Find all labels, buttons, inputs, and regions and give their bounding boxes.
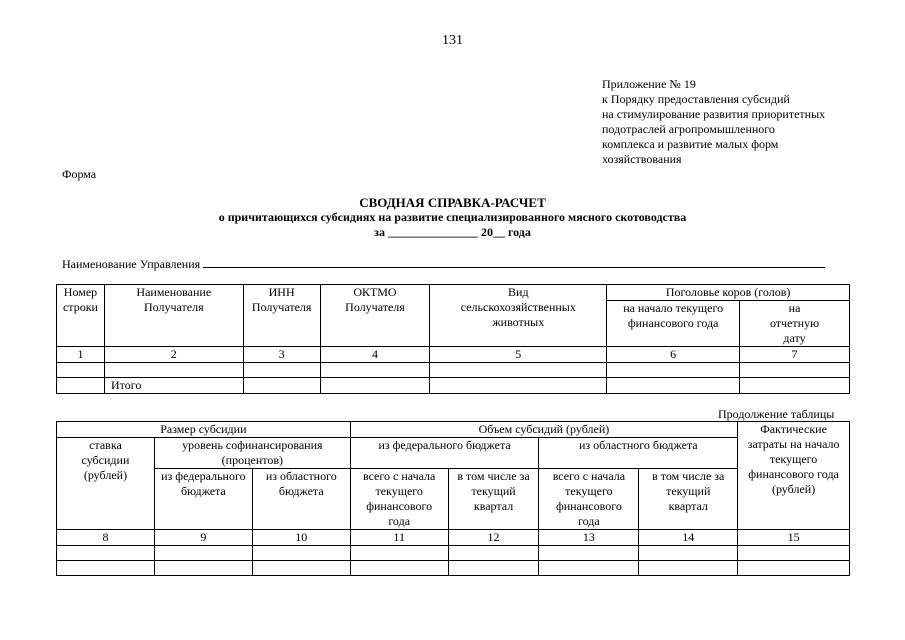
department-line bbox=[62, 256, 825, 272]
total-label: Итого bbox=[104, 378, 243, 394]
total-row bbox=[57, 378, 850, 394]
header-subsidy-volume: Объем субсидий (рублей) bbox=[350, 422, 737, 438]
appendix-line: к Порядку предоставления субсидий bbox=[602, 92, 790, 106]
header-federal-quarter: в том числе за текущий квартал bbox=[448, 469, 539, 530]
column-number: 3 bbox=[243, 347, 320, 363]
table-cell[interactable] bbox=[448, 561, 539, 576]
table-cell[interactable] bbox=[448, 546, 539, 561]
page-number: 131 bbox=[442, 33, 463, 48]
header-cofinancing: уровень софинансирования (процентов) bbox=[154, 438, 350, 469]
title-line-3: за _______________ 20__ года bbox=[374, 225, 531, 239]
column-number: 8 bbox=[57, 530, 155, 546]
column-number: 9 bbox=[154, 530, 252, 546]
table-row bbox=[57, 546, 850, 561]
appendix-line: Приложение № 19 bbox=[602, 77, 696, 91]
header-federal-total: всего с начала текущего финансового года bbox=[350, 469, 448, 530]
appendix-line: хозяйствования bbox=[602, 152, 682, 166]
table-cell[interactable] bbox=[740, 378, 850, 394]
table-cell[interactable] bbox=[104, 363, 243, 378]
table-cell bbox=[57, 378, 105, 394]
column-number: 12 bbox=[448, 530, 539, 546]
appendix-note bbox=[602, 77, 825, 167]
table-cell[interactable] bbox=[639, 561, 738, 576]
table-cell[interactable] bbox=[607, 363, 740, 378]
appendix-line: на стимулирование развития приоритетных bbox=[602, 107, 826, 121]
table-cell[interactable] bbox=[740, 363, 850, 378]
table-cell[interactable] bbox=[243, 363, 320, 378]
header-livestock-group: Поголовье коров (голов) bbox=[607, 285, 850, 301]
table-cell[interactable] bbox=[320, 378, 430, 394]
table-row bbox=[57, 363, 850, 378]
appendix-line: комплекса и развитие малых форм bbox=[602, 137, 779, 151]
header-livestock-start: на начало текущего финансового года bbox=[607, 301, 740, 347]
document-title bbox=[0, 195, 905, 240]
column-number: 11 bbox=[350, 530, 448, 546]
header-regional-quarter: в том числе за текущий квартал bbox=[639, 469, 738, 530]
department-label: Наименование Управления bbox=[62, 257, 201, 271]
table-cell[interactable] bbox=[539, 561, 639, 576]
column-number: 2 bbox=[104, 347, 243, 363]
column-number: 5 bbox=[430, 347, 607, 363]
column-number: 15 bbox=[738, 530, 850, 546]
table-cell[interactable] bbox=[57, 561, 155, 576]
header-cofin-regional: из областного бюджета bbox=[252, 469, 350, 530]
header-subsidy-size: Размер субсидии bbox=[57, 422, 351, 438]
header-oktmo: ОКТМО Получателя bbox=[320, 285, 430, 347]
table-cell[interactable] bbox=[430, 363, 607, 378]
table-cell[interactable] bbox=[57, 546, 155, 561]
table-cell[interactable] bbox=[738, 546, 850, 561]
table-cell[interactable] bbox=[154, 546, 252, 561]
header-regional-total: всего с начала текущего финансового года bbox=[539, 469, 639, 530]
header-rate: ставка субсидии (рублей) bbox=[57, 438, 155, 530]
title-line-1: СВОДНАЯ СПРАВКА-РАСЧЕТ bbox=[359, 195, 546, 210]
header-row-number: Номер строки bbox=[57, 285, 105, 347]
table-row bbox=[57, 561, 850, 576]
table-cell[interactable] bbox=[430, 378, 607, 394]
table-continuation bbox=[56, 421, 850, 576]
table-cell[interactable] bbox=[607, 378, 740, 394]
header-recipient-name: Наименование Получателя bbox=[104, 285, 243, 347]
column-number: 14 bbox=[639, 530, 738, 546]
column-number: 1 bbox=[57, 347, 105, 363]
table-cell[interactable] bbox=[350, 561, 448, 576]
appendix-line: подотраслей агропромышленного bbox=[602, 122, 775, 136]
table-cell[interactable] bbox=[350, 546, 448, 561]
header-actual-costs: Фактические затраты на начало текущего финансового года (рублей) bbox=[738, 422, 850, 530]
header-cofin-federal: из федерального бюджета bbox=[154, 469, 252, 530]
column-number: 6 bbox=[607, 347, 740, 363]
table-cell[interactable] bbox=[539, 546, 639, 561]
column-number: 4 bbox=[320, 347, 430, 363]
header-from-federal: из федерального бюджета bbox=[350, 438, 539, 469]
column-number: 10 bbox=[252, 530, 350, 546]
header-livestock-report: на отчетную дату bbox=[740, 301, 850, 347]
header-from-regional: из областного бюджета bbox=[539, 438, 738, 469]
table-main bbox=[56, 284, 850, 394]
table-cell[interactable] bbox=[57, 363, 105, 378]
table-cell[interactable] bbox=[252, 561, 350, 576]
column-number: 7 bbox=[740, 347, 850, 363]
continued-label: Продолжение таблицы bbox=[718, 407, 835, 421]
table-cell[interactable] bbox=[154, 561, 252, 576]
department-fill-line bbox=[203, 256, 825, 268]
column-number: 13 bbox=[539, 530, 639, 546]
table-cell[interactable] bbox=[738, 561, 850, 576]
header-inn: ИНН Получателя bbox=[243, 285, 320, 347]
table-cell[interactable] bbox=[252, 546, 350, 561]
title-line-2: о причитающихся субсидиях на развитие специализированного мясного скотоводства bbox=[218, 210, 687, 224]
table-cell[interactable] bbox=[320, 363, 430, 378]
table-cell[interactable] bbox=[243, 378, 320, 394]
table-cell[interactable] bbox=[639, 546, 738, 561]
header-animal-type: Вид сельскохозяйственных животных bbox=[430, 285, 607, 347]
form-label: Форма bbox=[62, 167, 97, 181]
